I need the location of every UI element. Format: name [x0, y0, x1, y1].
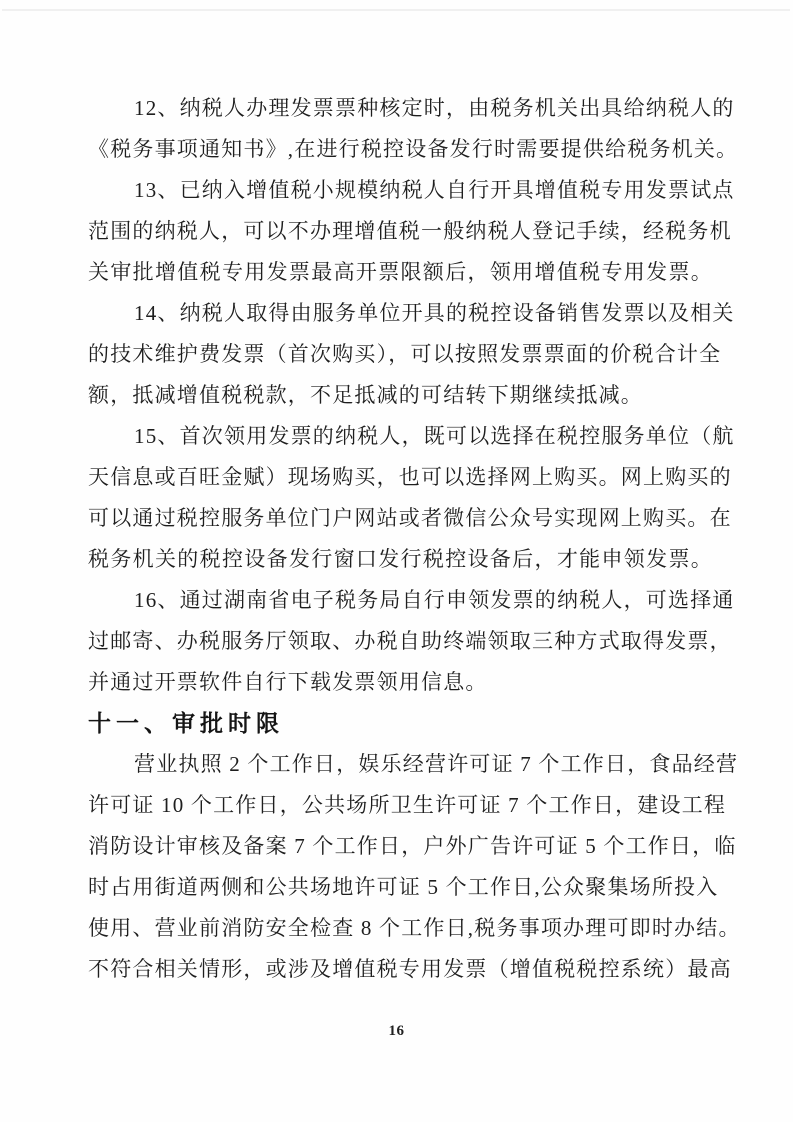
paragraph-16-line-2: 过邮寄、办税服务厅领取、办税自助终端领取三种方式取得发票，: [88, 629, 732, 653]
approval-paragraph-line-4: 时占用街道两侧和公共场地许可证 5 个工作日,公众聚集场所投入: [88, 875, 719, 899]
paragraph-16-line-1: 16、通过湖南省电子税务局自行申领发票的纳税人，可选择通: [134, 588, 735, 612]
paragraph-15-line-1: 15、首次领用发票的纳税人，既可以选择在税控服务单位（航: [134, 424, 735, 448]
approval-paragraph-line-3: 消防设计审核及备案 7 个工作日，户外广告许可证 5 个工作日，临: [88, 834, 737, 858]
paragraph-12-line-1: 12、纳税人办理发票票种核定时，由税务机关出具给纳税人的: [134, 96, 735, 120]
paragraph-13-line-1: 13、已纳入增值税小规模纳税人自行开具增值税专用发票试点: [134, 178, 735, 202]
paragraph-13-line-3: 关审批增值税专用发票最高开票限额后，领用增值税专用发票。: [88, 260, 713, 284]
paragraph-13-line-2: 范围的纳税人，可以不办理增值税一般纳税人登记手续，经税务机: [88, 219, 732, 243]
paragraph-15-line-2: 天信息或百旺金赋）现场购买，也可以选择网上购买。网上购买的: [88, 465, 732, 489]
paragraph-16-line-3: 并通过开票软件自行下载发票领用信息。: [88, 670, 488, 694]
section-heading: 十一、审批时限: [88, 710, 284, 736]
paragraph-14-line-1: 14、纳税人取得由服务单位开具的税控设备销售发票以及相关: [134, 301, 735, 325]
paragraph-12-line-2: 《税务事项通知书》,在进行税控设备发行时需要提供给税务机关。: [88, 137, 739, 161]
approval-paragraph-line-5: 使用、营业前消防安全检查 8 个工作日,税务事项办理可即时办结。: [88, 916, 741, 940]
paragraph-15-line-4: 税务机关的税控设备发行窗口发行税控设备后，才能申领发票。: [88, 547, 713, 571]
approval-paragraph-line-1: 营业执照 2 个工作日，娱乐经营许可证 7 个工作日，食品经营: [134, 752, 739, 776]
page-number: 16: [388, 1023, 405, 1039]
scan-artifact-line: [2, 9, 790, 11]
paragraph-14-line-3: 额，抵减增值税税款，不足抵减的可结转下期继续抵减。: [88, 383, 643, 407]
approval-paragraph-line-6: 不符合相关情形，或涉及增值税专用发票（增值税税控系统）最高: [88, 957, 732, 981]
paragraph-15-line-3: 可以通过税控服务单位门户网站或者微信公众号实现网上购买。在: [88, 506, 732, 530]
approval-paragraph-line-2: 许可证 10 个工作日，公共场所卫生许可证 7 个工作日，建设工程: [88, 793, 727, 817]
document-body: [88, 88, 741, 990]
paragraph-14-line-2: 的技术维护费发票（首次购买），可以按照发票票面的价税合计全: [88, 342, 722, 366]
